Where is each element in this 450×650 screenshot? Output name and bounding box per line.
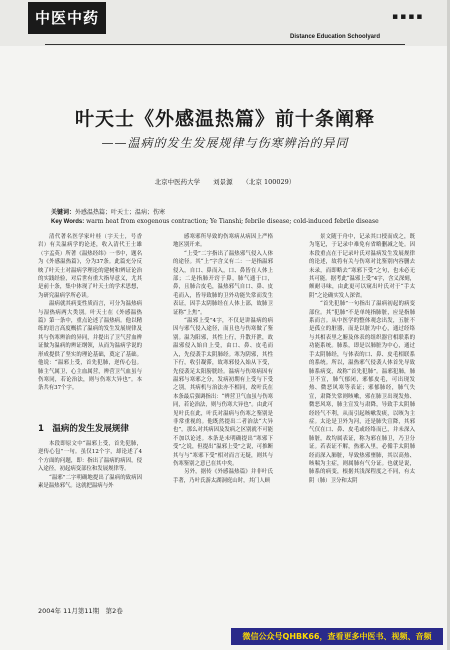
- paragraph: “首先犯肺”一句指出了温病初起的病变部位。其“犯肺”不是单纯指肺脏，应是指肺系而言。从中医学的整体观念出发，五脏不是孤立的脏器，而是以脏为中心，通过经络与其相表里之腑及体表的组织器官相联系的功能系统。肺系，即是以肺脏为中心，通过手太阴肺经，与体表的口、鼻、皮毛相联系的系统。所以，温热邪气侵袭人体首先导致肺系病变，故称“首先犯肺”。温邪犯肺，肺卫不宣，肺气郁闭，邪郁皮毛，可出现发热、微恶风寒等表证；邪郁肺经，肺气失宣，肃降失常则咳嗽，邪在肺卫出现发热、微恶风寒，肺主宣发与肃降，导致手太阴肺经经气不利，从而引起咳嗽发痰，以咳为主症。太论是卫外为河，还是肺失宣降，其邪气仅在口、鼻、皮毛或经络而已，并未深入肺脏，故均属表证，称为邪在肺卫，乃卫分证。若表证不解，热邪入里，必循手太阴肺经而深入肺脏，导致热邪壅肺，其以高热、咳喘为主症，则属肺有气分证。也就是说，肺系的病变，根据其浅深程度之不同，有太阴（肺）卫分和太阴: [309, 301, 415, 484]
- paragraph: 本段即原文中“温邪上受，首先犯肺，逆传心包”一句。虽仅12个字，却论述了4个方面的问题，即：指出了温病的病因，侵入途径，初起病变部位和发展规律等。: [38, 441, 142, 473]
- keywords-text: 外感温热篇；叶天士；温病；伤寒: [75, 209, 166, 216]
- paragraph: “上受”二字指出了温热邪气侵入人体的途径。其“上”字含义有二：一是指温邪侵入，自口、鼻而入，口、鼻皆在人体上部；二是指肺开窍于鼻，肺气通于口，鼻，且肺合皮毛，温热邪气自口、鼻、皮毛而入，皆导致肺的卫外功能失常而发生表证，因手太阴肺经在人体上部，故肺卫证称“上焦”。: [173, 250, 273, 316]
- promo-banner[interactable]: 微信公众号QHBK66，查看更多中医书、视频、音频: [231, 628, 443, 645]
- paragraph: 温病就其病变性质而言，可分为温热病与湿热病两大类别。叶天士在《外感温热篇》第一条中，重点论述了温热病。他以精练的语言高度概括了温病的发生发展规律及其与伤寒辨治的异同，并提出了卫气营血辨证做为温病的辨证纲领，从而为温病学说的形成提供了坚实的理论基础，奠定了基础。他说：“温邪上受，首先犯肺，逆传心包。肺主气属卫，心主血属营，辨营卫气血虽与伤寒同，若论治法，则与伤寒大异也”。本条共有37个字。: [38, 301, 142, 392]
- article-subtitle: ——温病的发生发展规律与伤寒辨治的异同: [101, 136, 349, 150]
- column-3: [309, 233, 415, 607]
- journal-name: Distance Education Schoolyard: [290, 34, 381, 40]
- paragraph: “温邪”二字明确地提出了温病的致病因素是温热邪气。这就把温病与外: [38, 474, 142, 490]
- paragraph: 清代著名医学家叶桂（字天士，号香岩）有关温病学的论述，收入清代王士雄（字孟英）所著《温热经纬》一书中，题名为《外感温热篇》，分为37条。此篇充分反映了叶天士对温病学理论的建树和辨证论治的实践经验，对后世有重大指导意义，尤其是前十条，集中体现了叶天士的学术思想，为研究温病学所必读。: [38, 234, 142, 299]
- header-ornament: ▪▪▪▪: [392, 12, 425, 22]
- key-words-text: warm heat from exogenous contraction; Ye Tianshi; febrile disease; cold-induced febrile disease: [86, 217, 379, 225]
- paragraph: “温邪上受”4字，不仅是讲温病的病因与邪气侵入途径，而且也与伤寒做了鉴别。温为阳邪，其性上行，升散开泄，故温邪侵入始自上受，由口、鼻、皮毛而入，先侵袭手太阴肺经。寒为阴邪，其性下行，收引凝滞，故寒邪侵入始从下受，先侵袭足太阳膀胱经。温病与伤寒病因有温邪与寒邪之分，发病初期有上受与下受之别，其病机与治法亦不相同，故叶氏在本条最后强调指出：“辨营卫气血虽与伤寒同，若论治法，则与伤寒大异也”。由此可见叶氏在此，叶氏对温病与伤寒之鉴别是非常重视的。他既然提出二者治法“大异也”，那么对其病因及发病之区别就不可能不加以论述。本条是未明确提出“寒邪下受”之说，但提出“温邪上受”之说，可推断其与与“寒邪下受”相对而言无疑，则其与伤寒鉴别之意已在其中矣。: [173, 318, 273, 467]
- keywords-en: [51, 218, 411, 227]
- section-heading: 1 温病的发生发展规律: [38, 424, 129, 434]
- issue-footer: 2004年 11月第11期 第2卷: [38, 607, 123, 615]
- keywords-block: [51, 209, 411, 226]
- keywords-label: 关键词：: [51, 210, 76, 216]
- key-words-label: Key Words:: [51, 218, 85, 225]
- header-divider: [45, 44, 405, 45]
- article-title: 叶天士《外感温热篇》前十条阐释: [74, 108, 375, 130]
- journal-logo: 中医中药: [28, 2, 106, 34]
- paragraph: 景文随于舟中，记录其口授而成之，既为笔记，于记录中难免有省略删减之处。因本段重点在于记录叶氏对温病发生发展规律的论述，故将有关与伤寒对比鉴别内容删去未录，而即略去“寒邪下受”之句，也未必无其可能。据考此“温邪上受”4字，含义深刻，颇耐寻味，由此更可以窥出叶氏对于“手太阴”之论确实发人深省。: [309, 234, 415, 299]
- column-1: [38, 233, 142, 418]
- paragraph: 另外，据传《外感温热篇》并非叶氏手著，乃叶氏游太湖洞庭山时，其门人顾: [173, 469, 273, 484]
- column-2: [173, 233, 273, 607]
- column-1-continued: [38, 440, 142, 607]
- paragraph: 感寒邪所导致的伤寒病从病因上严格地区别开来。: [173, 234, 273, 249]
- journal-header: [0, 0, 450, 46]
- author-line: 北京中医药大学 刘景源 （北京 100029）: [154, 178, 296, 186]
- keywords-cn: [51, 209, 411, 218]
